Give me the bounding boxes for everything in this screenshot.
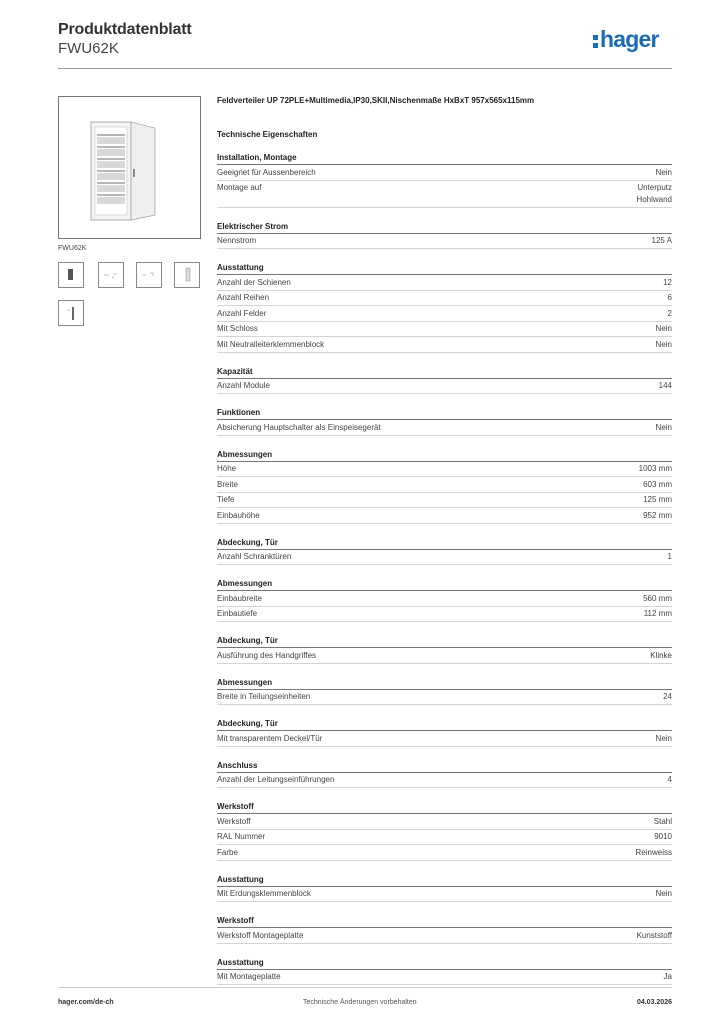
property-section — [217, 915, 672, 944]
property-value: 603 mm — [643, 479, 672, 489]
product-code: FWU62K — [58, 40, 119, 57]
property-value: Stahl — [653, 816, 672, 826]
property-value: 24 — [663, 692, 672, 701]
property-value: Nein — [655, 324, 672, 333]
property-row — [217, 591, 672, 607]
property-label: Breite in Teilungseinheiten — [217, 692, 311, 701]
property-value: 144 — [658, 381, 672, 390]
thumbnail-drawing-2[interactable] — [136, 262, 162, 288]
property-row — [217, 607, 672, 623]
property-value: 6 — [667, 293, 672, 302]
property-label: Breite — [217, 479, 238, 489]
thumbnail-front-view[interactable] — [58, 262, 84, 288]
product-image[interactable] — [58, 96, 201, 239]
property-label: Tiefe — [217, 495, 235, 504]
footer-website-link[interactable]: hager.com/de-ch — [58, 999, 114, 1006]
property-label: Mit Schloss — [217, 324, 258, 333]
property-row — [217, 322, 672, 338]
product-content — [217, 96, 672, 985]
property-value: Ja — [663, 972, 672, 981]
footer-date: 04.03.2026 — [636, 999, 672, 1006]
hager-logo[interactable] — [593, 26, 659, 53]
property-section — [217, 718, 672, 747]
property-section — [217, 262, 672, 353]
property-label: Farbe — [217, 847, 238, 857]
property-label: Anzahl der Schienen — [217, 277, 291, 287]
section-title: Installation, Montage — [217, 152, 672, 165]
property-label: Mit Neutralleiterklemmenblock — [217, 339, 325, 349]
property-section — [217, 957, 672, 986]
image-caption: FWU62K — [58, 245, 87, 252]
thumbnail-drawing-1[interactable] — [98, 262, 124, 288]
section-title: Abmessungen — [217, 677, 672, 690]
property-section — [217, 677, 672, 706]
enclosure-thumb-icon — [59, 263, 83, 287]
property-value: 112 mm — [643, 609, 672, 618]
property-row — [217, 928, 672, 944]
property-row — [217, 379, 672, 395]
section-title: Abmessungen — [217, 449, 672, 462]
property-row — [217, 970, 672, 986]
property-label: Nennstrom — [217, 236, 257, 245]
section-title: Elektrischer Strom — [217, 221, 672, 234]
property-row — [217, 165, 672, 181]
property-value: 560 mm — [643, 593, 672, 603]
property-label: Anzahl Schranktüren — [217, 552, 292, 561]
property-label: Anzahl Felder — [217, 308, 267, 318]
property-row — [217, 337, 672, 353]
property-section — [217, 537, 672, 566]
property-label: Werkstoff — [217, 816, 251, 826]
technical-properties-heading: Technische Eigenschaften — [217, 130, 318, 139]
property-row — [217, 830, 672, 846]
thumbnail-side-view[interactable] — [174, 262, 200, 288]
property-section — [217, 760, 672, 789]
property-label: Einbaubreite — [217, 593, 262, 603]
section-title: Abdeckung, Tür — [217, 718, 672, 731]
property-label: Ausführung des Handgriffes — [217, 650, 317, 660]
property-label: Montage auf — [217, 183, 262, 192]
property-label: Einbautiefe — [217, 609, 258, 618]
property-value: Unterputz Hohlwand — [636, 183, 672, 204]
property-value: 12 — [663, 277, 672, 287]
header-divider — [58, 68, 672, 69]
product-description: Feldverteiler UP 72PLE+Multimedia,IP30,SKII,Nischenmaße HxBxT 957x565x115mm — [217, 96, 535, 105]
logo-text: hager — [600, 26, 659, 52]
property-label: Höhe — [217, 464, 237, 473]
property-label: Mit Montageplatte — [217, 972, 281, 981]
property-value: 2 — [667, 308, 672, 318]
property-label: Absicherung Hauptschalter als Einspeisegerät — [217, 422, 381, 432]
property-row — [217, 814, 672, 830]
property-label: Geeignet für Aussenbereich — [217, 167, 316, 177]
property-row — [217, 462, 672, 478]
section-title: Abdeckung, Tür — [217, 635, 672, 648]
property-value: 125 A — [651, 236, 672, 245]
property-value: 952 mm — [643, 510, 672, 520]
property-row — [217, 234, 672, 250]
property-section — [217, 578, 672, 622]
detail-view-icon — [59, 301, 83, 325]
property-label: RAL Nummer — [217, 832, 266, 841]
property-section — [217, 366, 672, 395]
property-row — [217, 420, 672, 436]
property-value: Kunststoff — [636, 930, 672, 940]
property-value: 125 mm — [643, 495, 672, 504]
property-row — [217, 648, 672, 664]
property-row — [217, 845, 672, 861]
thumbnail-detail[interactable] — [58, 300, 84, 326]
property-row — [217, 493, 672, 509]
property-label: Anzahl der Leitungseinführungen — [217, 775, 335, 784]
property-value: Klinke — [650, 650, 672, 660]
property-value: 1 — [667, 552, 672, 561]
page-title: Produktdatenblatt — [58, 21, 192, 38]
logo-colon-icon — [593, 32, 599, 48]
property-row — [217, 477, 672, 493]
dimension-drawing-icon — [99, 263, 123, 287]
section-title: Abmessungen — [217, 578, 672, 591]
dimension-drawing-2-icon — [137, 263, 161, 287]
property-row — [217, 291, 672, 307]
property-section — [217, 635, 672, 664]
section-title: Werkstoff — [217, 915, 672, 928]
property-value: Nein — [655, 422, 672, 432]
property-label: Anzahl Reihen — [217, 293, 270, 302]
property-value: 1003 mm — [638, 464, 672, 473]
property-section — [217, 407, 672, 436]
section-title: Ausstattung — [217, 262, 672, 275]
property-section — [217, 152, 672, 208]
property-value: Nein — [655, 167, 672, 177]
property-value: Nein — [655, 733, 672, 743]
property-section — [217, 801, 672, 861]
property-row — [217, 508, 672, 524]
property-row — [217, 306, 672, 322]
section-title: Kapazität — [217, 366, 672, 379]
property-section — [217, 221, 672, 250]
footer-divider — [58, 987, 672, 988]
property-label: Einbauhöhe — [217, 510, 260, 520]
section-title: Anschluss — [217, 760, 672, 773]
property-value: Reinweiss — [635, 847, 672, 857]
property-row — [217, 887, 672, 903]
property-label: Mit transparentem Deckel/Tür — [217, 733, 323, 743]
section-title: Ausstattung — [217, 874, 672, 887]
property-value: 9010 — [654, 832, 672, 841]
property-row — [217, 550, 672, 566]
property-row — [217, 275, 672, 291]
side-view-icon — [175, 263, 199, 287]
section-title: Funktionen — [217, 407, 672, 420]
property-row — [217, 773, 672, 789]
section-title: Ausstattung — [217, 957, 672, 970]
property-row — [217, 181, 672, 208]
property-value: Nein — [655, 889, 672, 898]
footer-notice: Technische Änderungen vorbehalten — [303, 999, 417, 1006]
property-row — [217, 731, 672, 747]
property-label: Werkstoff Montageplatte — [217, 930, 304, 940]
section-title: Abdeckung, Tür — [217, 537, 672, 550]
property-label: Mit Erdungsklemmenblock — [217, 889, 311, 898]
property-sections — [217, 152, 672, 985]
property-label: Anzahl Module — [217, 381, 270, 390]
enclosure-illustration — [59, 97, 200, 238]
property-value: 4 — [667, 775, 672, 784]
property-section — [217, 874, 672, 903]
property-section — [217, 449, 672, 524]
property-value: Nein — [655, 339, 672, 349]
section-title: Werkstoff — [217, 801, 672, 814]
property-row — [217, 690, 672, 706]
